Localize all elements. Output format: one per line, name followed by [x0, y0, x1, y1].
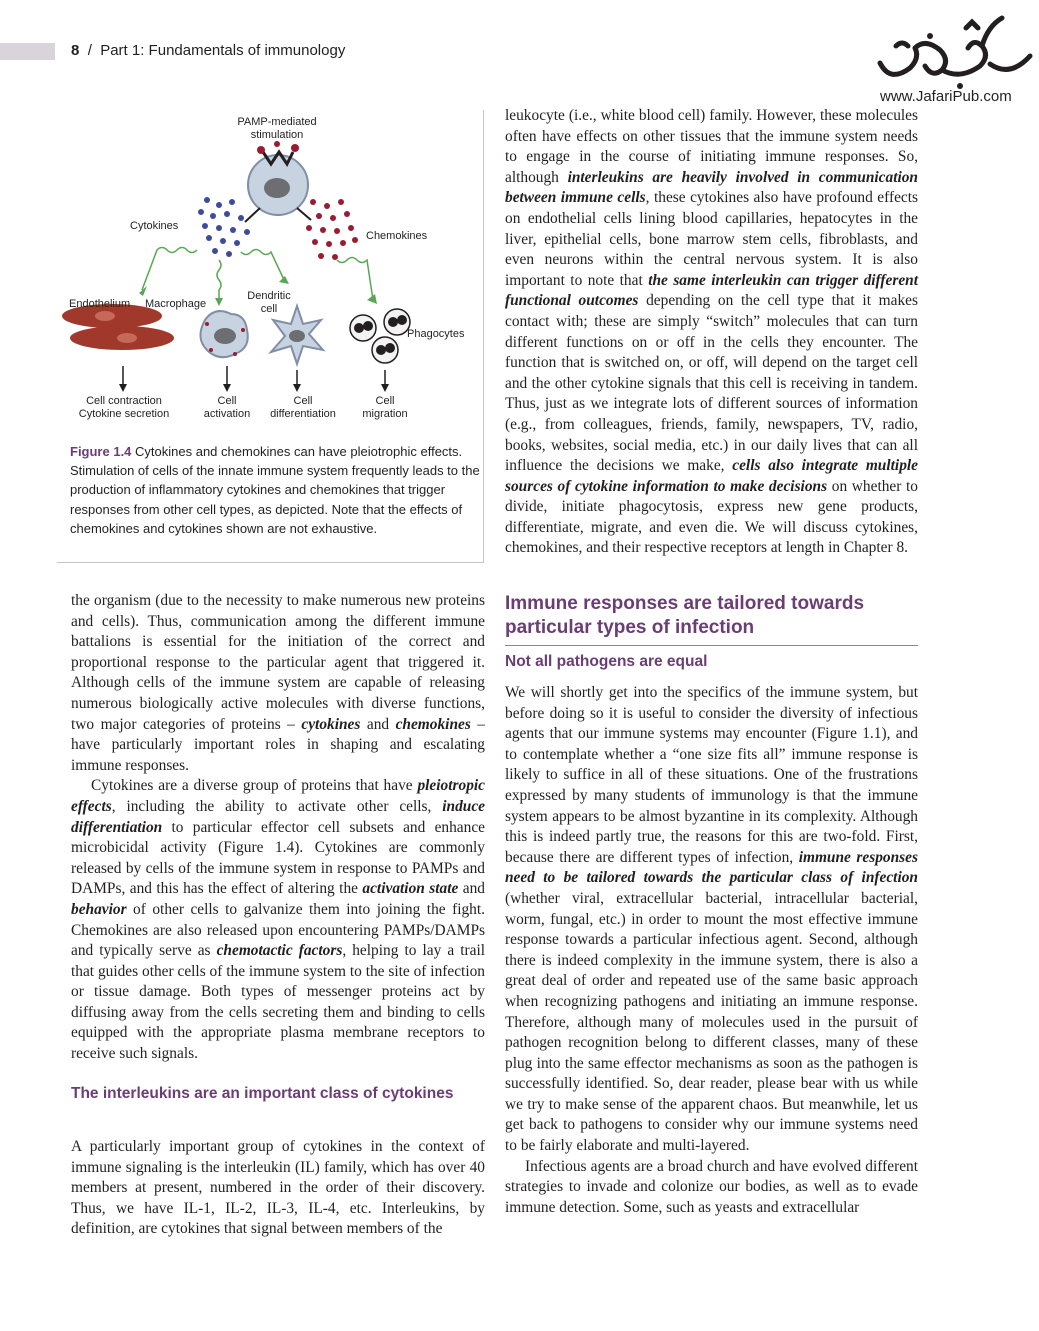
emphasis: cells also integrate multiple sources of cytokine information to make decisions	[505, 457, 918, 495]
outcome-endothelium	[69, 395, 179, 421]
outcome-line: Cell	[217, 395, 237, 407]
publisher-url: www.JafariPub.com	[880, 88, 1012, 105]
header-separator: /	[87, 42, 92, 59]
emphasis: activation state	[362, 880, 459, 898]
heading-rule	[505, 645, 918, 646]
page-number: 8	[71, 42, 80, 59]
right-column-body	[505, 106, 918, 559]
outcome-dendritic	[261, 395, 345, 421]
emphasis: pleiotropic effects	[71, 777, 485, 815]
figure-caption	[70, 442, 480, 538]
figure-1-4	[57, 110, 484, 563]
outcome-arrows	[123, 366, 385, 386]
dendritic-label-line2: cell	[260, 303, 278, 315]
section-heading-interleukins: The interleukins are an important class of cytokines	[71, 1085, 454, 1102]
paragraph: We will shortly get into the specifics of the immune system, but before doing so it is useful to consider the diversity of infectious agents that our immune systems may encounter (Figure 1.1), and to contemplate whether a “one size fits all” immune response is likely to suffice in all of these situations. One of the frustrations expressed by many students of immunology is that the immune system appears to be almost byzantine in its complexity. Although this is indeed partly true, the reasons for this are two-fold. First, because there are different types of infection, immune responses need to be tailored towards the particular class of infection (whether viral, extracellular bacterial, intracellular bacterial, worm, fungal, etc.) in order to mount the most effective immune response towards a particular infectious agent. Second, although there is indeed complexity in the immune system, there is also a great deal of order and repeated use of the same basic approach when recognizing pathogens and initiating an immune response. Therefore, although many of molecules used in the pursuit of pathogen recognition belong to different classes, many of these plug into the same effector mechanisms as soon as the pathogen is successfully identified. So, dear reader, please bear with us while we try to make sense of the apparent chaos. But meanwhile, let us get back to pathogens to consider why our immune systems need to be fairly elaborate and multi-layered.	[505, 684, 918, 1155]
subsection-heading-pathogens: Not all pathogens are equal	[505, 653, 708, 670]
emphasis: induce differentiation	[71, 797, 485, 836]
emphasis: the same interleukin can trigger different functional outcomes	[505, 271, 919, 310]
running-header	[71, 42, 345, 59]
chemokine-cluster	[306, 199, 358, 260]
figure-caption-text: Cytokines and chemokines can have pleiotrophic effects. Stimulation of cells of the innate immune system frequently leads to the production of inflammatory cytokines and chemokines that trigger responses from other cell types, as depicted. Note that the effects of chemokines and cytokines shown are not exhaustive.	[70, 444, 480, 536]
outcome-phagocytes	[353, 395, 417, 421]
pamp-dot	[257, 146, 265, 154]
pamp-label	[217, 116, 337, 142]
right-column-body-2	[505, 683, 918, 1218]
outcome-macrophage	[195, 395, 259, 421]
emphasis: interleukins are heavily involved in communication between immune cells	[505, 168, 918, 207]
cytokines-label: Cytokines	[130, 220, 179, 232]
cytokine-cluster	[198, 197, 250, 257]
paragraph: leukocyte (i.e., white blood cell) family. However, these molecules often have effects on other tissues that the immune system needs to engage in the course of initiating immune responses. So, although interleukins are heavily involved in communication between immune cells, these cytokines also have profound effects on endothelial cells lining blood capillaries, hepatocytes in the liver, epithelial cells, bone marrow stem cells, fibroblasts, and even neurons within the central nervous system. It is also important to note that the same interleukin can trigger different functional outcomes depending on the cell type that it makes contact with; these are simply “switch” molecules that can turn different functions on or off in the cells they encounter. The function that is switched on, or off, will depend on the target cell and the other cytokine signals that this cell is receiving in tandem. Thus, just as we integrate lots of different sources of information (e.g., from colleagues, friends, family, newspapers, TV, radio, books, websites, social media, etc.) in our daily lives that can all influence the decisions we make, cells also integrate multiple sources of cytokine information to make decisions on whether to divide, initiate phagocytosis, express new gene products, differentiate, migrate, and even die. We will discuss cytokines, chemokines, and their respective receptors at length in Chapter 8.	[505, 107, 919, 557]
paragraph: the organism (due to the necessity to make numerous new proteins and cells). Thus, communication among the different immune battalions is essential for the initiation of the correct and proportional response to the particular agent that triggered it. Although cells of the immune system are capable of releasing numerous biologically active molecules with diverse functions, two major categories of proteins – cytokines and chemokines – have particularly important roles in shaping and escalating immune responses.	[71, 592, 486, 774]
phagocyte-group	[350, 309, 410, 363]
header-title: Part 1: Fundamentals of immunology	[100, 42, 346, 59]
outcome-line: Cytokine secretion	[78, 408, 170, 420]
endothelium-label: Endothelium	[69, 298, 131, 310]
dendritic-label-line1: Dendritic	[247, 290, 291, 302]
chemokines-label: Chemokines	[366, 230, 428, 242]
pamp-label-line2: stimulation	[250, 129, 304, 141]
left-column-body-2	[71, 1137, 485, 1240]
macrophage-label: Macrophage	[145, 298, 207, 310]
outcome-line: Cell contraction	[86, 395, 162, 407]
outcome-line: Cell	[375, 395, 395, 407]
paragraph: Infectious agents are a broad church and have evolved different strategies to invade and colonize our bodies, as well as to evade immune detection. Some, such as yeasts and extracellular	[505, 1157, 918, 1216]
header-color-bar	[0, 43, 55, 60]
figure-illustration	[57, 110, 483, 440]
paragraph: Cytokines are a diverse group of proteins that have pleiotropic effects, including the ability to activate other cells, induce differentiation to particular effector cell subsets and enhance microbicidal activity (Figure 1.4). Cytokines are commonly released by cells of the immune system in response to PAMPs and DAMPs, and this has the effect of altering the activation state and behavior of other cells to galvanize them into joining the fight. Chemokines are also released upon encountering PAMPs/DAMPs and typically serve as chemotactic factors, helping to lay a trail that guides other cells of the immune system to the site of infection or tissue damage. Both types of messenger proteins act by diffusing away from the cells secreting them and binding to cells equipped with the appropriate plasma membrane receptors to receive such signals.	[71, 777, 485, 1063]
figure-number: Figure 1.4	[70, 444, 132, 459]
emphasis: immune responses need to be tailored towards the particular class of infection	[505, 848, 918, 887]
outcome-line: differentiation	[270, 408, 336, 420]
outcome-line: migration	[362, 408, 408, 420]
dendritic-cell-label	[241, 290, 297, 316]
left-column-body	[71, 591, 485, 1065]
emphasis: chemotactic factors	[216, 942, 343, 960]
phagocytes-label: Phagocytes	[407, 328, 465, 340]
pamp-dot	[291, 144, 299, 152]
outcome-line: Cell	[293, 395, 313, 407]
outcome-line: activation	[203, 408, 251, 420]
emphasis: behavior	[71, 900, 127, 918]
paragraph: A particularly important group of cytokines in the context of immune signaling is the interleukin (IL) family, which has over 40 members at present, numbered in the order of their discovery. Thus, we have IL-1, IL-2, IL-3, IL-4, etc. Interleukins, by definition, are cytokines that signal between members of the	[71, 1138, 485, 1238]
emphasis: cytokines	[301, 715, 361, 733]
innate-cell-nucleus	[264, 178, 290, 198]
pamp-label-line1: PAMP-mediated	[237, 116, 317, 128]
section-heading-immune-responses: Immune responses are tailored towards particular types of infection	[505, 593, 865, 638]
emphasis: chemokines	[395, 715, 471, 733]
